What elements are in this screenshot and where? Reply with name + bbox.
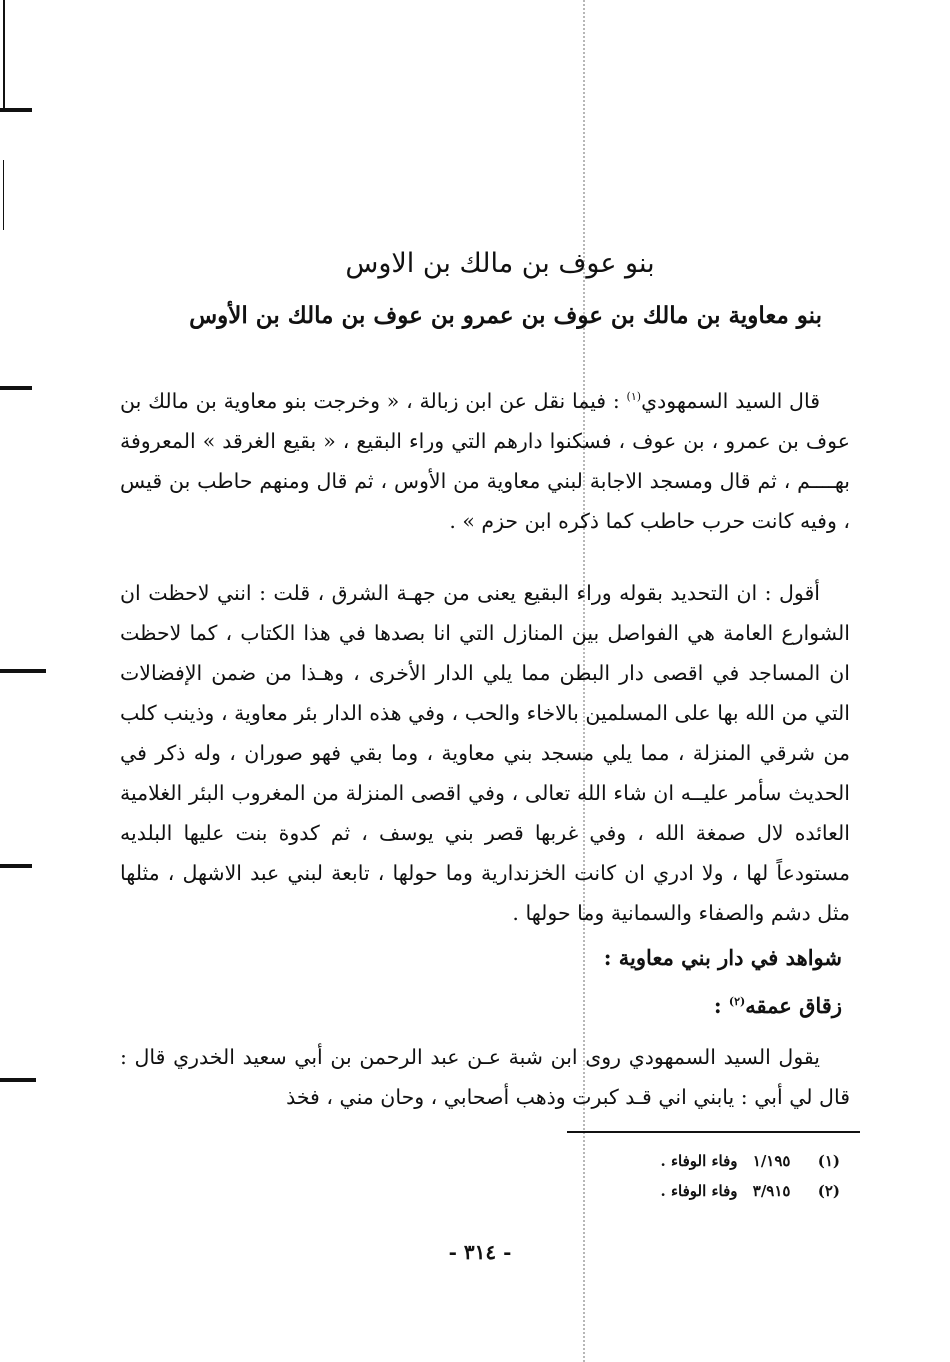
edge-mark bbox=[0, 1078, 36, 1082]
footnote-number: (١) bbox=[817, 1152, 840, 1170]
footnote-source: وفاء الوفاء . bbox=[660, 1152, 738, 1170]
edge-mark bbox=[0, 386, 32, 390]
paragraph-text: : فيما نقل عن ابن زبالة ، « وخرجت بنو معاوية بن مالك بن عوف بن عمرو ، بن عوف ، فسكنوا دارهم التي وراء البقيع ، « بقيع الغرقد » المعروفة بهــــم ، ثم قال ومسجد الاجابة لبني معاوية من الأوس ، ثم قال ومنهم حاطب بن قيس ، وفيه كانت حرب حاطب كما ذكره ابن حزم » . bbox=[120, 389, 850, 533]
edge-mark bbox=[0, 108, 32, 112]
section-heading-text: شواهد في دار بني معاوية : bbox=[603, 945, 842, 970]
footnote-marker-2[interactable]: (٢) bbox=[728, 995, 746, 1008]
footnote-marker-1[interactable]: (١) bbox=[626, 390, 642, 404]
footnote-reference: ١/١٩٥ bbox=[752, 1152, 791, 1170]
paragraph-text: أقول : ان التحديد بقوله وراء البقيع يعنى من جهـة الشرق ، قلت : انني لاحظت ان الشوارع العامة هي الفواصل بين المنازل التي انا بصدها في هذا الكتاب ، كما لاحظت ان المساجد في اقصى دار البطن مما يلي الدار الأخرى ، وهـذا من ضمن الإفضالات التي من الله بها على المسلمين بالاخاء والحب ، وفي هذه الدار بئر معاوية ، وذينب كلب من شرقي المنزلة ، مما يلي مسجد بني معاوية ، وما بقي فهو صوران ، وله ذكر في الحديث سأمر عليــه ان شاء الله تعالى ، وفي اقصى المنزلة من المغروب البئر الغلامية العائده لال صمغة الله ، وفي غربها قصر بني يوسف ، ثم كدوة بنت عليها البلديه مستودعاً لها ، ولا ادري ان كانت الخزندارية وما حولها ، تابعة لبني عبد الاشهل ، مثلها مثل دشم والصفاء والسمانية وما حولها . bbox=[120, 581, 850, 925]
page-title: بنو عوف بن مالك بن الاوس bbox=[345, 248, 655, 279]
subsection-heading-text: زقاق عمقه bbox=[745, 993, 842, 1018]
page-subtitle: بنو معاوية بن مالك بن عوف بن عمرو بن عوف بن مالك بن الأوس bbox=[189, 302, 822, 329]
subsection-heading-suffix: : bbox=[713, 993, 729, 1018]
footnote-source: وفاء الوفاء . bbox=[660, 1182, 738, 1200]
binding-edge-line bbox=[3, 160, 4, 230]
footnote-reference: ٣/٩١٥ bbox=[752, 1182, 791, 1200]
binding-edge-line bbox=[3, 0, 5, 110]
footnote-separator bbox=[567, 1131, 860, 1133]
paragraph-lead: قال السيد السمهودي bbox=[641, 389, 820, 413]
edge-mark bbox=[0, 669, 46, 673]
page-number: - ٣١٤ - bbox=[448, 1240, 512, 1264]
paragraph-text: يقول السيد السمهودي روى ابن شبة عـن عبد الرحمن بن أبي سعيد الخدري قال : قال لي أبي : يابني اني قـد كبرت وذهب أصحابي ، وحان مني ، فخذ bbox=[120, 1045, 850, 1109]
footnote-2 bbox=[661, 1180, 840, 1202]
footnote-1 bbox=[661, 1150, 840, 1172]
subsection-heading bbox=[714, 988, 842, 1024]
paragraph-1 bbox=[120, 381, 850, 541]
section-heading bbox=[604, 940, 842, 976]
edge-mark bbox=[0, 864, 32, 868]
footnote-number: (٢) bbox=[817, 1182, 840, 1200]
paragraph-3 bbox=[120, 1037, 850, 1117]
paragraph-2 bbox=[120, 573, 850, 933]
